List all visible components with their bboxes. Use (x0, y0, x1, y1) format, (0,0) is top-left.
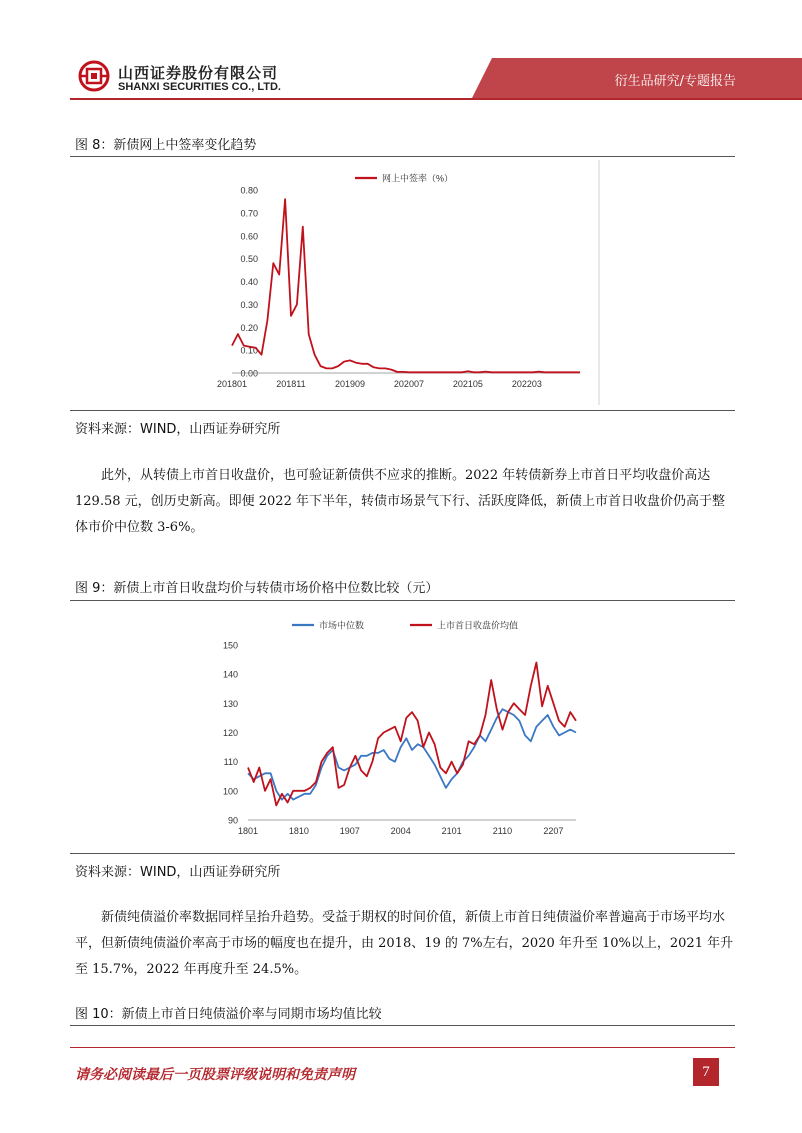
y-tick-label: 0.00 (240, 368, 258, 379)
x-tick-label: 1801 (237, 826, 259, 836)
footer-divider (70, 1047, 735, 1048)
paragraph-1: 此外，从转债上市首日收盘价，也可验证新债供不应求的推断。2022 年转债新券上市首日平均收盘价高达 129.58 元，创历史新高。即便 2022 年下半年，转债市场景气下行、活跃度降低，新债上市首日收盘价仍高于整体市价中位数 3-6%。 (75, 468, 725, 535)
page-header (0, 0, 802, 100)
y-tick-label: 150 (222, 640, 238, 651)
company-name-cn: 山西证券股份有限公司 (118, 64, 279, 82)
figure8-top-rule (70, 156, 735, 157)
legend-label: 市场中位数 (319, 620, 365, 631)
x-tick-label: 202203 (511, 379, 542, 389)
paragraph-2: 新债纯债溢价率数据同样呈抬升趋势。受益于期权的时间价值，新债上市首日纯债溢价率普遍高于市场平均水平，但新债纯债溢价率高于市场的幅度也在提升，由 2018、19 的 7%左右，2020 年升至 10%以上，2021 年升至 15.7%，2022 年再度升至 24.5%。 (75, 910, 734, 977)
x-tick-label: 202105 (452, 379, 483, 389)
figure10-top-rule (70, 1025, 735, 1026)
series-line-1 (232, 199, 580, 372)
x-tick-label: 1810 (288, 826, 309, 836)
figure10-title: 图 10：新债上市首日纯债溢价率与同期市场均值比较 (75, 1007, 382, 1022)
legend-label: 上市首日收盘价均值 (437, 620, 519, 631)
y-tick-label: 100 (222, 786, 238, 797)
x-tick-label: 2207 (543, 826, 564, 836)
x-tick-label: 1907 (339, 826, 360, 836)
y-tick-label: 0.10 (240, 345, 258, 356)
page-number: 7 (693, 1058, 719, 1086)
series-line-2 (248, 663, 576, 806)
figure9-top-rule (70, 600, 735, 601)
y-tick-label: 120 (222, 728, 238, 738)
x-tick-label: 201811 (276, 379, 306, 389)
y-tick-label: 0.80 (240, 185, 258, 196)
company-logo-icon (78, 60, 110, 92)
x-tick-label: 2004 (390, 826, 411, 836)
y-tick-label: 0.20 (240, 322, 258, 333)
series-line-1 (248, 709, 576, 799)
y-tick-label: 0.60 (240, 231, 258, 242)
figure9-source: 资料来源：WIND，山西证券研究所 (75, 865, 281, 880)
footer-disclaimer: 请务必阅读最后一页股票评级说明和免责声明 (75, 1067, 355, 1083)
y-tick-label: 0.30 (240, 299, 258, 310)
x-tick-label: 201801 (216, 379, 248, 389)
x-tick-label: 201909 (334, 379, 365, 389)
figure8-source: 资料来源：WIND，山西证券研究所 (75, 422, 281, 437)
y-tick-label: 90 (227, 815, 238, 826)
header-divider (70, 98, 802, 100)
figure8-bottom-rule (70, 410, 735, 411)
figure8-title: 图 8：新债网上中签率变化趋势 (75, 138, 257, 153)
y-tick-label: 130 (222, 698, 238, 709)
figure9-bottom-rule (70, 853, 735, 854)
x-tick-label: 202007 (393, 379, 424, 389)
y-tick-label: 0.50 (240, 254, 258, 265)
x-tick-label: 2101 (441, 826, 462, 836)
y-tick-label: 0.70 (240, 208, 258, 219)
report-type: 衍生品研究/专题报告 (614, 74, 736, 89)
y-tick-label: 110 (223, 757, 238, 768)
y-tick-label: 0.40 (240, 277, 258, 287)
figure8-chart (210, 160, 600, 405)
company-name-en: SHANXI SECURITIES CO., LTD. (118, 81, 281, 93)
figure9-title: 图 9：新债上市首日收盘均价与转债市场价格中位数比较（元） (75, 581, 439, 596)
figure9-chart (210, 610, 580, 846)
legend-label: 网上中签率（%） (382, 173, 454, 184)
x-tick-label: 2110 (492, 826, 513, 836)
y-tick-label: 140 (222, 669, 238, 680)
